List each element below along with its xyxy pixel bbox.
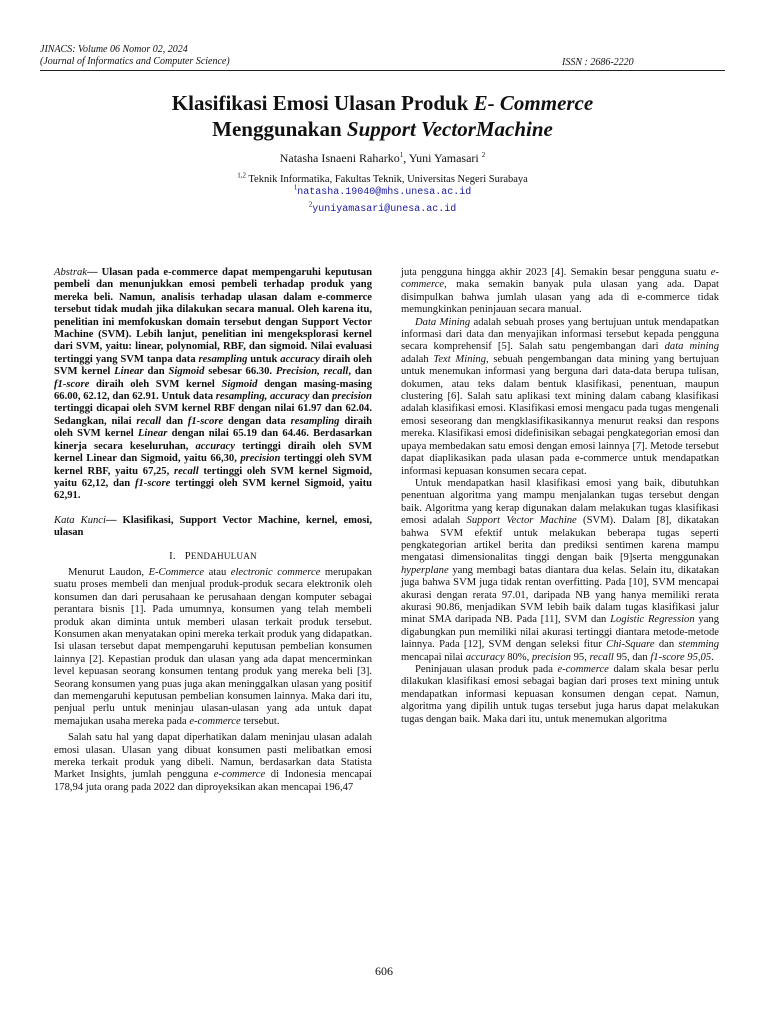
- abstract-term: accuracy: [195, 440, 235, 452]
- abstract-text: diraih oleh SVM kernel: [89, 378, 222, 390]
- abstract-term: Linear: [137, 428, 168, 440]
- author-1: Natasha Isnaeni Raharko: [279, 151, 400, 165]
- email-1[interactable]: [40, 183, 725, 198]
- term-italic: hyperplane: [401, 564, 449, 576]
- abstract-term: f1-score: [135, 477, 171, 489]
- text-run: Salah satu hal yang dapat diperhatikan dalam meninjau ulasan adalah emosi ulasan. Ulasan yang dibuat konsumen pasti melibatkan emosi mereka terkait produk yang dibeli. Namun, berdasarkan data Statista Market Insights, jumlah pengguna: [54, 732, 372, 781]
- abstract-term: recall: [136, 415, 162, 427]
- term-italic: Logistic Regression: [610, 614, 695, 626]
- author-list: [40, 151, 725, 166]
- term-italic: f1-score 95,05: [650, 651, 712, 663]
- keywords-label: Kata Kunci: [54, 514, 106, 526]
- affiliation-mark: 1,2: [237, 171, 246, 180]
- title-line1-italic: E- Commerce: [473, 91, 594, 115]
- text-run: 95, dan: [613, 651, 651, 663]
- abstract-term: Precision, recall: [275, 366, 349, 378]
- abstract-text: dan: [161, 415, 188, 427]
- abstract-text: untuk: [247, 353, 281, 365]
- email-2-address[interactable]: yuniyamasari@unesa.ac.id: [312, 204, 457, 215]
- abstract-term: recall: [173, 465, 199, 477]
- abstract-term: resampling, accuracy: [215, 391, 310, 403]
- abstract-term: f1-score: [187, 415, 224, 427]
- term-italic: Text Mining: [433, 353, 487, 365]
- email-1-address[interactable]: natasha.19040@mhs.unesa.ac.id: [297, 187, 472, 198]
- text-run: (SVM). Dalam [8], dikatakan bahwa SVM efektif untuk melakukan beberapa tugas seperti pengkategorian artikel berita dan prediksi sentimen karena mampu mengatasi dimensionalitas tinggi dengan baik [9]serta menggunakan: [401, 515, 719, 564]
- text-run: , maka semakin banyak pula ulasan yang ada. Dapat disimpulkan bahwa jumlah ulasan yang ada di e-commerce tidak memungkinkan peninjauan secara manual.: [401, 279, 719, 316]
- section-numeral: I.: [169, 550, 176, 562]
- abstract-term: Sigmoid: [221, 378, 258, 390]
- text-run: juta pengguna hingga akhir 2023 [4]. Semakin besar pengguna suatu: [401, 267, 711, 278]
- header-divider: [40, 70, 725, 71]
- text-run: yang membagi batas diantara dua kelas. Selain itu, dikatakan juga bahwa SVM juga tidak rentan overfitting. Pada [10], SVM mencapai akurasi dengan rerata 97.01, daripada NB yang hanya memiliki rerata akurasi 90.86, menjadikan SVM lebih baik dalam tugas klasifikasi jalur minat SMA daripada NB. Pada [11], SVM dan: [401, 564, 719, 626]
- abstract-text: diraih oleh SVM kernel: [54, 353, 372, 378]
- right-column: [401, 267, 719, 726]
- email-1-mark: 1: [293, 183, 298, 192]
- text-run: adalah sebuah proses yang bertujuan untuk mendapatkan informasi dari data dan menyajikan informasi tersebut kepada pengguna secara komprehensif [5]. Salah satu pengembangan dari: [401, 316, 719, 353]
- term-italic: Data Mining: [415, 316, 471, 328]
- text-run: Untuk mendapatkan hasil klasifikasi emosi yang baik, dibutuhkan penentuan algoritma yang mampu menjalankan tugas tersebut dengan baik. Algoritma yang kerap digunakan dalam melakukan tugas klasifikasi emosi adalah: [401, 477, 719, 527]
- author-2-affil-mark: 2: [481, 151, 486, 159]
- abstract-text: tertinggi dicapai oleh SVM kernel RBF dengan nilai 61.97 dan 62.04. Sedangkan, nilai: [54, 403, 372, 427]
- abstract-text: tertinggi diraih oleh SVM kernel Linear dan Sigmoid, yaitu 66,30,: [54, 440, 372, 465]
- paragraph: [54, 567, 372, 728]
- text-run: dan: [654, 639, 679, 651]
- text-run: , sebuah pengembangan data mining yang bertujuan untuk menemukan informasi yang berguna dari data-data berupa tulisan, dokumen, atau teks dalam bentuk klasifikasi, penentuan, maupun clustering [6]. Salah satu aplikasi text mining dalam cabang klasifikasi adalah klasifikasi emosi. Klasifikasi emosi mengacu pada tugas mengenali emosi seseorang dan mengklasifikasikannya menurut reaksi dan respons mereka. Klasifikasi emosi didefinisikan sebagai pengkategorian emosi dan upaya membedakan satu emosi dengan emosi lainnya [7]. Metode tersebut dapat diaplikasikan pada ulasan pada e-commerce untuk mendapatkan informasi kepuasan konsumen secara cepat.: [401, 353, 719, 477]
- abstract-term: f1-score: [54, 378, 90, 390]
- term-italic: data mining: [664, 341, 719, 353]
- issn: ISSN : 2686-2220: [562, 57, 634, 68]
- text-run: merupakan suatu proses membeli dan menjual produk-produk secara elektronik oleh konsumen dan dari perusahaan ke perusahaan dengan komputer sebagai perantara bisnis [1]. Pada umumnya, konsumen yang telah membeli produk akan diminta untuk memberi ulasan terkait produk tersebut. Konsumen akan menyatakan opini mereka terkait produk yang didapatkan. Isi ulasan tersebut dapat mempengaruhi keputusan pembelian konsumen lainnya [2]. Kepastian produk dan ulasan yang ada dapat mencerminkan level kepuasan seorang konsumen tentang produk yang mereka beli [3]. Seorang konsumen yang puas juga akan meninggalkan ulasan yang positif dan memengaruhi keputusan pembelian konsumen lainnya. Maka dari itu, penjual perlu untuk meninjau ulasan-ulasan yang ada untuk dapat memajukan usaha mereka pada: [54, 566, 373, 727]
- section-title-initial: P: [184, 550, 191, 562]
- page-number: 606: [375, 964, 393, 978]
- abstract-text: dan: [143, 366, 169, 378]
- abstract-term: Sigmoid: [168, 366, 205, 378]
- abstract: [54, 267, 372, 503]
- abstract-term: precision: [240, 453, 281, 465]
- paragraph: [401, 478, 719, 664]
- section-heading-1: [54, 550, 372, 563]
- term-italic: accuracy: [465, 651, 505, 663]
- text-run: 95,: [570, 651, 590, 663]
- paragraph: [401, 317, 719, 478]
- term-italic: E-Commerce: [148, 566, 205, 578]
- term-italic: e-commerce: [213, 769, 266, 781]
- left-column: [54, 267, 372, 794]
- abstract-text: dengan nilai 65.19 dan 64.46. Berdasarkan kinerja secara keseluruhan,: [54, 428, 372, 452]
- term-italic: Chi-Square: [606, 639, 655, 651]
- abstract-term: precision: [331, 391, 372, 403]
- text-run: atau: [204, 566, 231, 578]
- abstract-text: — Ulasan pada e-commerce dapat mempengaruhi keputusan pembeli dan menunjukkan emosi pembeli terhadap produk yang mereka beli. Namun, analisis terhadap ulasan dalam e-commerce tersebut tidak mudah jika dilakukan secara manual. Oleh karena itu, penelitian ini memfokuskan domain tersebut dengan Support Vector Machine (SVM). Lebih lanjut, penelitian ini mengeksplorasi kernel dari SVM, yaitu: linear, polynomial, RBF, dan sigmoid. Nilai evaluasi tertinggi yang SVM tanpa data: [54, 267, 372, 365]
- author-2: Yuni Yamasari: [408, 151, 482, 165]
- title-line2-text: Menggunakan: [212, 117, 347, 141]
- abstract-term: accuracy: [280, 353, 320, 365]
- abstract-text: tertinggi oleh SVM kernel Sigmoid, yaitu 62,12, dan: [54, 465, 372, 489]
- term-italic: stemming: [678, 639, 720, 651]
- email-2-mark: 2: [308, 200, 313, 209]
- abstract-text: tertinggi oleh SVM kernel Sigmoid, yaitu 62,91.: [54, 477, 372, 502]
- keywords-text: — Klasifikasi, Support Vector Machine, kernel, emosi, ulasan: [54, 514, 372, 539]
- abstract-term: Linear: [114, 366, 144, 378]
- paragraph: [401, 267, 719, 317]
- term-italic: recall: [589, 651, 614, 663]
- abstract-text: dan: [309, 391, 332, 403]
- text-run: .: [711, 651, 714, 663]
- text-run: tersebut.: [240, 715, 280, 727]
- term-italic: precision: [531, 651, 571, 663]
- title-line1-text: Klasifikasi Emosi Ulasan Produk: [171, 91, 474, 115]
- email-2[interactable]: [40, 200, 725, 215]
- section-title-rest: ENDAHULUAN: [190, 550, 257, 561]
- text-run: di Indonesia mencapai 178,94 juta orang pada 2022 dan diproyeksikan akan mencapai 196,47: [54, 769, 372, 793]
- text-run: adalah: [401, 353, 434, 365]
- paper-title: [40, 90, 725, 142]
- text-run: Menurut Laudon,: [68, 566, 149, 578]
- journal-subtitle: (Journal of Informatics and Computer Science): [40, 56, 230, 67]
- abstract-label: Abstrak: [54, 267, 87, 278]
- author-1-affil-mark: 1: [399, 151, 404, 159]
- affiliation: [40, 171, 725, 185]
- text-run: 80%,: [504, 651, 532, 663]
- author-separator: ,: [403, 151, 409, 165]
- abstract-text: tertinggi oleh SVM kernel RBF, yaitu 67,25,: [54, 453, 372, 477]
- keywords: [54, 515, 372, 540]
- affiliation-text: Teknik Informatika, Fakultas Teknik, Universitas Negeri Surabaya: [245, 174, 528, 185]
- paragraph: [54, 732, 372, 794]
- abstract-text: , dan: [348, 366, 372, 378]
- term-italic: Support Vector Machine: [466, 515, 577, 527]
- text-run: Peninjauan ulasan produk pada: [415, 664, 558, 675]
- abstract-text: dengan masing-masing 66.00, 62.12, dan 62.91. Untuk data: [54, 378, 372, 403]
- abstract-text: diraih oleh SVM kernel: [54, 415, 372, 440]
- term-italic: electronic commerce: [230, 566, 321, 578]
- term-italic: e-commerce: [189, 715, 241, 727]
- abstract-term: resampling: [290, 415, 340, 427]
- abstract-term: resampling: [198, 353, 248, 365]
- text-run: dalam skala besar perlu dilakukan klasifikasi emosi sebagai bagian dari proses text mining untuk mendapatkan informasi kepuasan konsumen dengan cepat. Namun, algoritma yang dipilih untuk tugas tersebut juga harus dapat melakukan tugas dengan baik. Maka dari itu, untuk menemukan algoritma: [401, 664, 719, 725]
- text-run: mencapai nilai: [401, 651, 466, 663]
- journal-name: JINACS: Volume 06 Nomor 02, 2024: [40, 44, 188, 55]
- abstract-text: sebesar 66.30.: [204, 366, 276, 378]
- term-italic: e-commerce: [557, 664, 609, 675]
- text-run: yang digabungkan pun memiliki nilai akurasi tertinggi diantara metode-metode lainnya. Pada [12], SVM dengan seleksi fitur: [401, 614, 719, 651]
- abstract-text: dengan data: [223, 415, 291, 427]
- paragraph: [401, 664, 719, 726]
- title-line2-italic: Support VectorMachine: [346, 117, 553, 141]
- term-italic: e-commerce: [401, 267, 719, 291]
